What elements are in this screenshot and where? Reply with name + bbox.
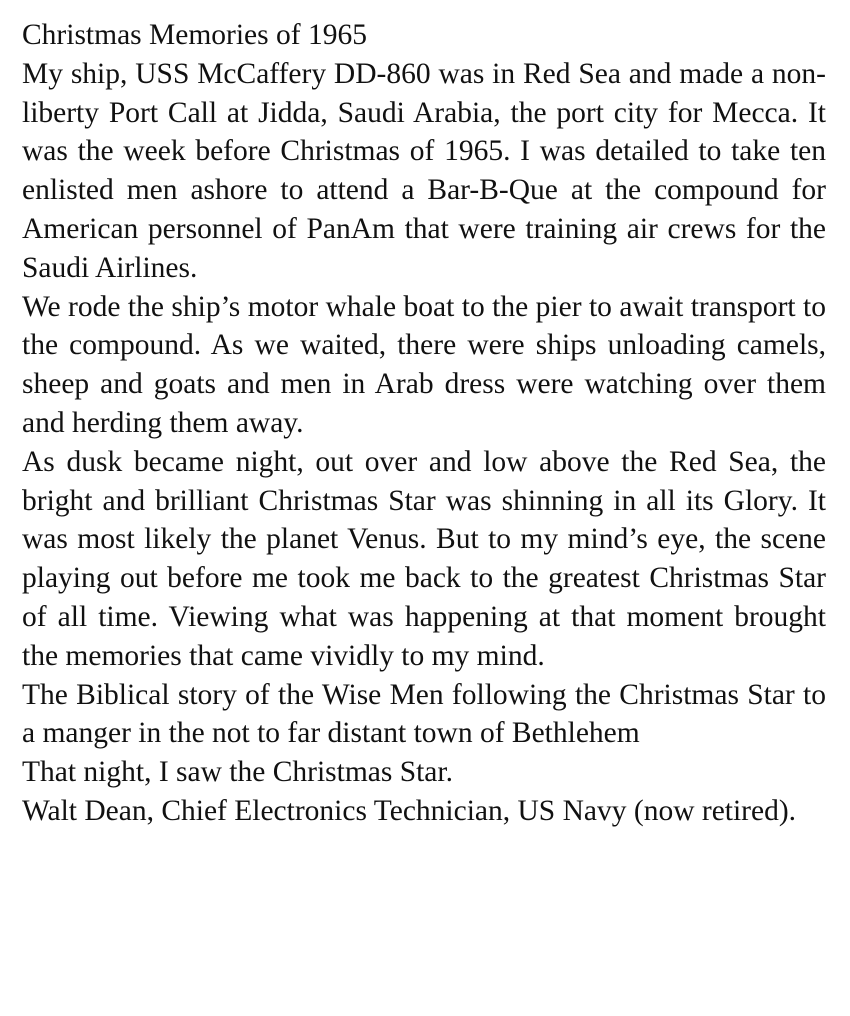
paragraph-whale-boat: We rode the ship’s motor whale boat to the pier to await transport to the compound. As we waited, there were ships unloading camels, sheep and goats and men in Arab dress were watching over them and herding them away. [22,290,826,439]
paragraph-wise-men: The Biblical story of the Wise Men following the Christmas Star to a manger in the not to far distant town of Bethlehem [22,678,826,750]
paragraph-christmas-star: As dusk became night, out over and low above the Red Sea, the bright and brilliant Christmas Star was shinning in all its Glory. It was most likely the planet Venus. But to my mind’s eye, the scene playing out before me took me back to the greatest Christmas Star of all time. Viewing what was happening at that moment brought the memories that came vividly to my mind. [22,445,826,672]
author-signature-line: Walt Dean, Chief Electronics Technician, US Navy (now retired). [22,794,797,827]
document-title: Christmas Memories of 1965 [22,19,367,51]
paragraph-port-call: My ship, USS McCaffery DD-860 was in Red Sea and made a non-liberty Port Call at Jidda, Saudi Arabia, the port city for Mecca. It was the week before Christmas of 1965. I was detailed to take ten enlisted men ashore to attend a Bar-B-Que at the compound for American personnel of PanAm that were training air crews for the Saudi Airlines. [22,57,826,284]
paragraph-that-night: That night, I saw the Christmas Star. [22,756,453,789]
